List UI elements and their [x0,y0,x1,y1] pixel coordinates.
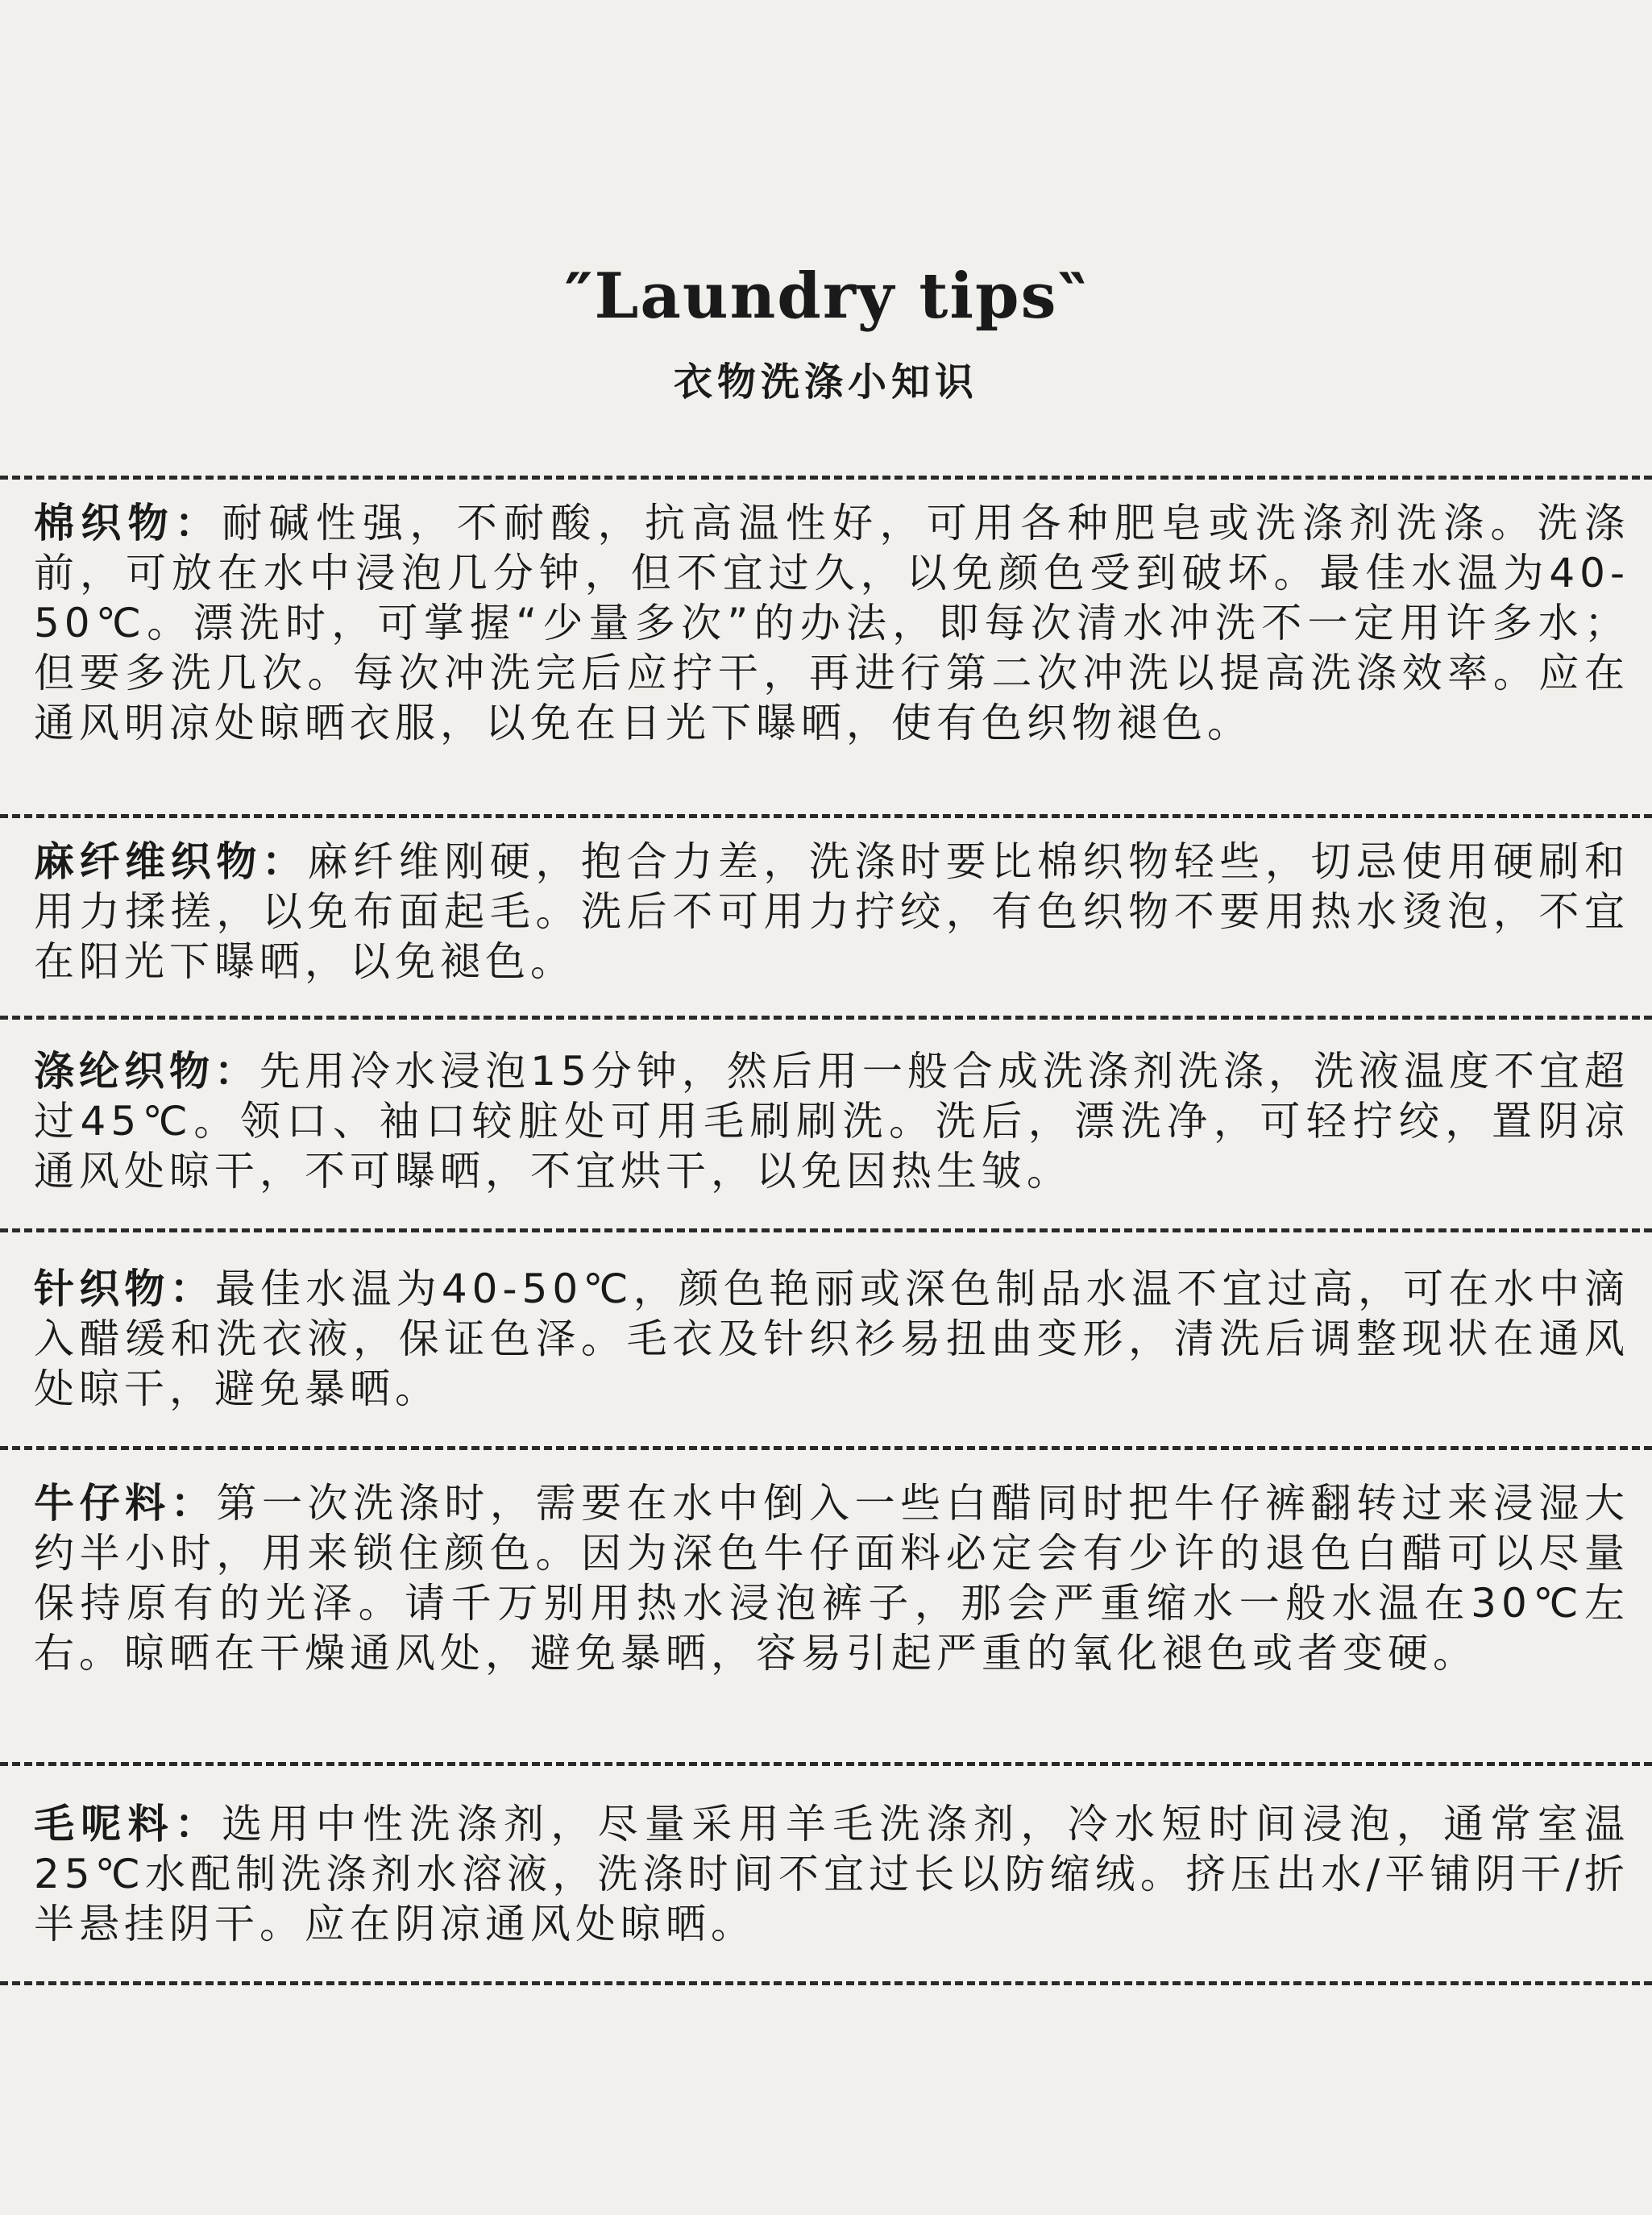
divider [0,1016,1652,1020]
divider [0,1762,1652,1766]
section-linen [34,837,1629,987]
divider [0,814,1652,818]
section-heading: 牛仔料： [34,1480,217,1527]
section-heading: 麻纤维织物： [34,838,308,885]
page-title: ″Laundry tips‶ [564,260,1088,333]
divider [0,1228,1652,1232]
section-denim [34,1478,1629,1678]
section-body: 耐碱性强，不耐酸，抗高温性好，可用各种肥皂或洗涤剂洗涤。洗涤前，可放在水中浸泡几分钟，但不宜过久，以免颜色受到破坏。最佳水温为40-50℃。漂洗时，可掌握“少量多次”的办法，即每次清水冲洗不一定用许多水；但要多洗几次。每次冲洗完后应拧干，再进行第二次冲洗以提高洗涤效率。应在通风明凉处晾晒衣服，以免在日光下曝晒，使有色织物褪色。 [34,500,1630,746]
section-cotton [34,498,1629,748]
section-heading: 棉织物： [34,500,222,546]
section-body: 选用中性洗涤剂，尽量采用羊毛洗涤剂，冷水短时间浸泡，通常室温25℃水配制洗涤剂水溶液，洗涤时间不宜过长以防缩绒。挤压出水/平铺阴干/折半悬挂阴干。应在阴凉通风处晾晒。 [34,1801,1630,1947]
section-heading: 涤纶织物： [34,1048,260,1095]
divider [0,1981,1652,1985]
section-wool [34,1799,1629,1949]
divider [0,1446,1652,1450]
section-body: 第一次洗涤时，需要在水中倒入一些白醋同时把牛仔裤翻转过来浸湿大约半小时，用来锁住颜色。因为深色牛仔面料必定会有少许的退色白醋可以尽量保持原有的光泽。请千万别用热水浸泡裤子，那会严重缩水一般水温在30℃左右。晾晒在干燥通风处，避免暴晒，容易引起严重的氧化褪色或者变硬。 [34,1480,1630,1677]
page-subtitle: 衣物洗涤小知识 [673,359,978,405]
section-body: 麻纤维刚硬，抱合力差，洗涤时要比棉织物轻些，切忌使用硬刷和用力揉搓，以免布面起毛。洗后不可用力拧绞，有色织物不要用热水烫泡，不宜在阳光下曝晒，以免褪色。 [34,838,1630,985]
section-heading: 毛呢料： [34,1801,222,1847]
divider [0,476,1652,480]
section-knitwear [34,1264,1629,1414]
section-polyester [34,1046,1629,1196]
section-body: 先用冷水浸泡15分钟，然后用一般合成洗涤剂洗涤，洗液温度不宜超过45℃。领口、袖口较脏处可用毛刷刷洗。洗后，漂洗净，可轻拧绞，置阴凉通风处晾干，不可曝晒，不宜烘干，以免因热生皱。 [34,1048,1630,1195]
section-body: 最佳水温为40-50℃，颜色艳丽或深色制品水温不宜过高，可在水中滴入醋缓和洗衣液，保证色泽。毛衣及针织衫易扭曲变形，清洗后调整现状在通风处晾干，避免暴晒。 [34,1265,1629,1412]
section-heading: 针织物： [34,1265,215,1312]
